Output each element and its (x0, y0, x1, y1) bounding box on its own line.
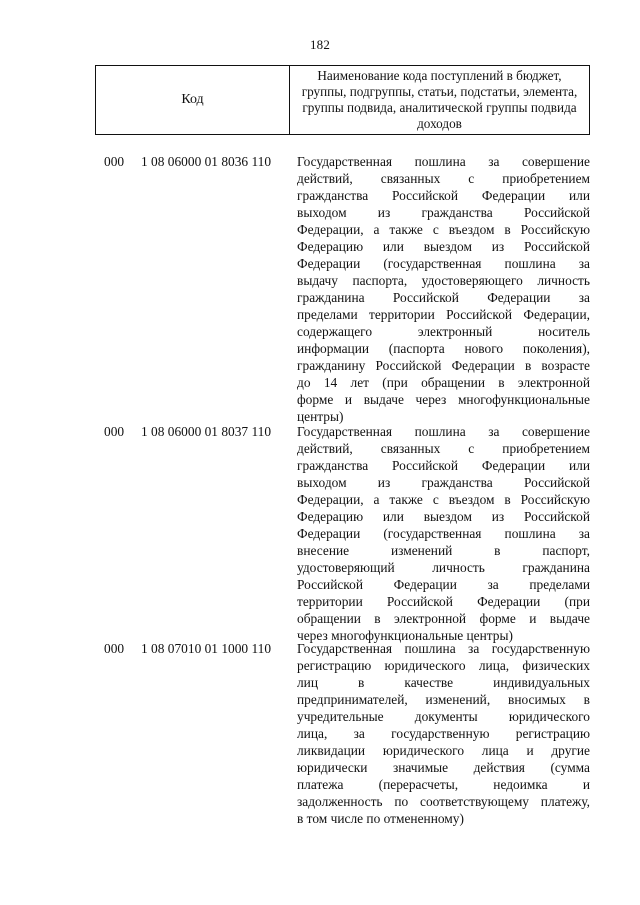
description-line: Федерации (государственная пошлина за (297, 256, 590, 271)
income-code: 1 08 07010 01 1000 110 (141, 641, 272, 656)
description-line: лиц в качестве индивидуальных (297, 675, 590, 690)
page-number: 182 (309, 37, 331, 52)
description-line: Федерации, а также с въездом в Российскую (297, 222, 590, 237)
description-line: информации (паспорта нового поколения), (297, 341, 590, 356)
description-line: территории Российской Федерации (при (297, 594, 590, 609)
description-line: выдачу паспорта, удостоверяющего личность (297, 273, 590, 288)
description-line: содержащего электронный носитель (297, 324, 590, 339)
description-line: Федерацию или выездом из Российской (297, 509, 590, 524)
description-line: задолженность по соответствующему платежу, (297, 794, 590, 809)
description-line: обращении в электронной форме и выдаче (297, 611, 590, 626)
description-line: регистрацию юридического лица, физических (297, 658, 590, 673)
row-description (297, 640, 590, 827)
table-header (95, 65, 590, 135)
description-line: учредительные документы юридического (297, 709, 590, 724)
income-code: 1 08 06000 01 8036 110 (141, 154, 272, 169)
income-code: 1 08 06000 01 8037 110 (141, 424, 272, 439)
row-description (297, 153, 590, 425)
description-line: гражданства Российской Федерации или (297, 458, 590, 473)
description-line: ликвидации юридического лица и другие (297, 743, 590, 758)
description-line: Государственная пошлина за государственную (297, 641, 590, 656)
header-code-label: Код (96, 66, 290, 134)
admin-code: 000 (104, 154, 125, 169)
description-line: пределами территории Российской Федерации, (297, 307, 590, 322)
description-line: юридически значимые действия (сумма (297, 760, 590, 775)
header-name-label: Наименование кода поступлений в бюджет, группы, подгруппы, статьи, подстатьи, элемента, группы подвида, аналитической группы подвида доходов (301, 68, 578, 131)
description-line: через многофункциональные центры) (297, 628, 513, 643)
description-line: гражданина Российской Федерации за (297, 290, 590, 305)
admin-code: 000 (104, 424, 125, 439)
description-line: предпринимателей, изменений, вносимых в (297, 692, 590, 707)
description-line: гражданства Российской Федерации или (297, 188, 590, 203)
description-line: внесение изменений в паспорт, (297, 543, 590, 558)
admin-code: 000 (104, 641, 125, 656)
description-line: Государственная пошлина за совершение (297, 424, 590, 439)
description-line: выходом из гражданства Российской (297, 205, 590, 220)
description-line: Российской Федерации за пределами (297, 577, 590, 592)
description-line: Федерации, а также с въездом в Российскую (297, 492, 590, 507)
description-line: платежа (перерасчеты, недоимка и (297, 777, 590, 792)
description-line: Федерации (государственная пошлина за (297, 526, 590, 541)
description-line: форме и выдаче через многофункциональные (297, 392, 590, 407)
description-line: в том числе по отмененному) (297, 811, 464, 826)
description-line: удостоверяющий личность гражданина (297, 560, 590, 575)
description-line: гражданину Российской Федерации в возрасте (297, 358, 590, 373)
description-line: центры) (297, 409, 344, 424)
row-description (297, 423, 590, 644)
description-line: действий, связанных с приобретением (297, 171, 590, 186)
description-line: действий, связанных с приобретением (297, 441, 590, 456)
description-line: Федерацию или выездом из Российской (297, 239, 590, 254)
description-line: до 14 лет (при обращении в электронной (297, 375, 590, 390)
description-line: Государственная пошлина за совершение (297, 154, 590, 169)
description-line: лица, за государственную регистрацию (297, 726, 590, 741)
description-line: выходом из гражданства Российской (297, 475, 590, 490)
